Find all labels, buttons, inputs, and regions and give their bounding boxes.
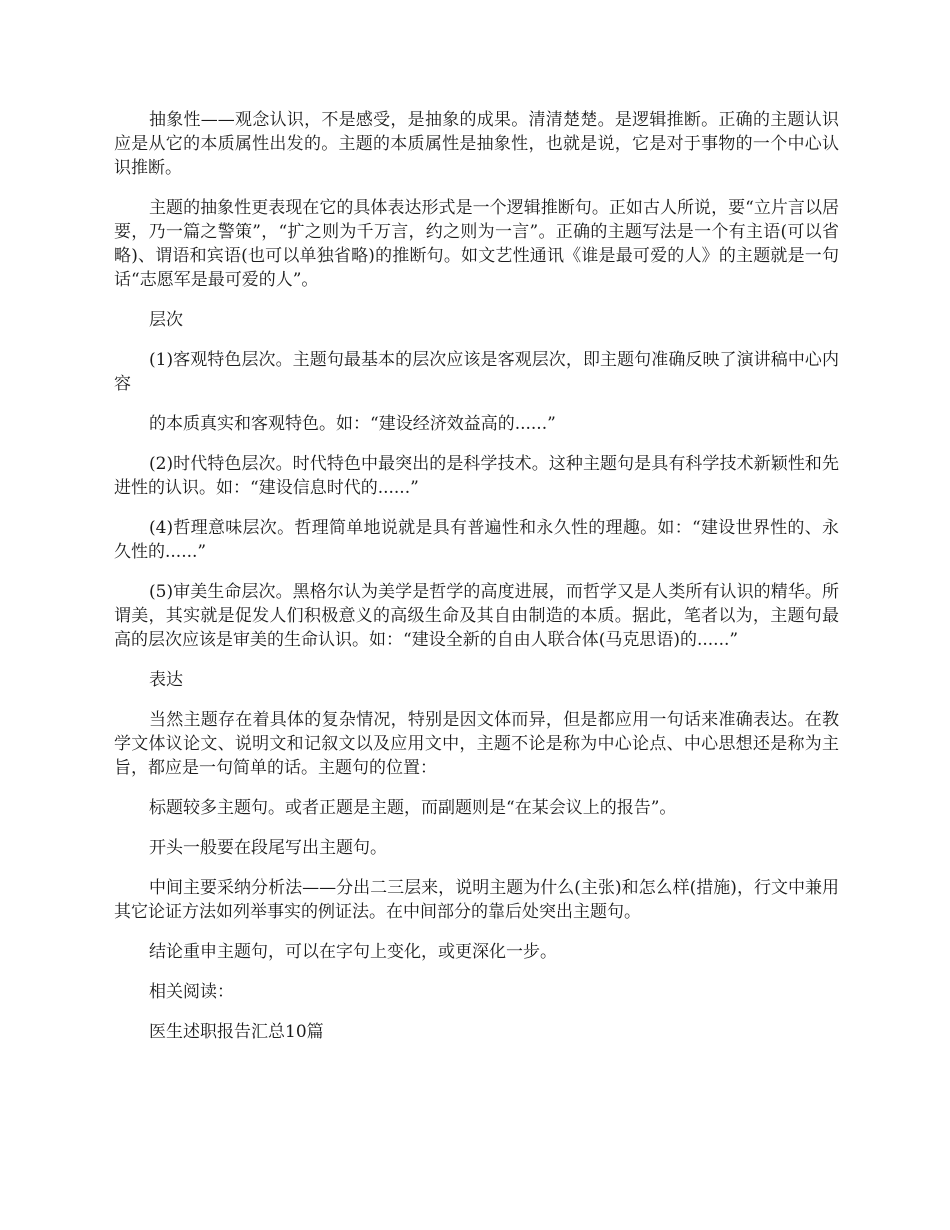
paragraph-level-era: (2)时代特色层次。时代特色中最突出的是科学技术。这种主题句是具有科学技术新颖性和先进性的认识。如：“建设信息时代的......” xyxy=(114,454,839,498)
section-heading-expression: 表达 xyxy=(149,670,183,690)
related-reading-label: 相关阅读： xyxy=(149,982,234,1002)
paragraph-middle-position: 中间主要采纳分析法——分出二三层来，说明主题为什么(主张)和怎么样(措施)，行文中兼用其它论证方法如列举事实的例证法。在中间部分的靠后处突出主题句。 xyxy=(114,878,839,922)
paragraph-title-position: 标题较多主题句。或者正题是主题，而副题则是“在某会议上的报告”。 xyxy=(149,798,677,818)
paragraph-expression: 当然主题存在着具体的复杂情况，特别是因文体而异，但是都应用一句话来准确表达。在教学文体议论文、说明文和记叙文以及应用文中，主题不论是称为中心论点、中心思想还是称为主旨，都应是一句简单的话。主题句的位置： xyxy=(114,710,839,778)
paragraph-level-objective: (1)客观特色层次。主题句最基本的层次应该是客观层次，即主题句准确反映了演讲稿中心内容 xyxy=(114,350,839,394)
paragraph-level-aesthetic: (5)审美生命层次。黑格尔认为美学是哲学的高度进展，而哲学又是人类所有认识的精华。所谓美，其实就是促发人们积极意义的高级生命及其自由制造的本质。据此，笔者以为，主题句最高的层次应该是审美的生命认识。如：“建设全新的自由人联合体(马克思语)的......” xyxy=(114,582,839,650)
paragraph-logical-sentence: 主题的抽象性更表现在它的具体表达形式是一个逻辑推断句。正如古人所说，要“立片言以居要，乃一篇之警策”，“扩之则为千万言，约之则为一言”。正确的主题写法是一个有主语(可以省略)、谓语和宾语(也可以单独省略)的推断句。如文艺性通讯《谁是最可爱的人》的主题就是一句话“志愿军是最可爱的人”。 xyxy=(114,198,839,290)
paragraph-level-philosophy: (4)哲理意味层次。哲理简单地说就是具有普遍性和永久性的理趣。如：“建设世界性的、永久性的......” xyxy=(114,518,839,562)
paragraph-conclusion-position: 结论重申主题句，可以在字句上变化，或更深化一步。 xyxy=(149,942,557,962)
section-heading-levels: 层次 xyxy=(149,310,183,330)
paragraph-level-objective-continued: 的本质真实和客观特色。如：“建设经济效益高的......” xyxy=(149,414,556,434)
document-page xyxy=(114,108,839,1060)
paragraph-abstractness: 抽象性——观念认识，不是感受，是抽象的成果。清清楚楚。是逻辑推断。正确的主题认识应是从它的本质属性出发的。主题的本质属性是抽象性，也就是说，它是对于事物的一个中心认识推断。 xyxy=(114,110,839,178)
paragraph-opening-position: 开头一般要在段尾写出主题句。 xyxy=(149,838,387,858)
related-reading-link[interactable]: 医生述职报告汇总10篇 xyxy=(149,1022,324,1042)
